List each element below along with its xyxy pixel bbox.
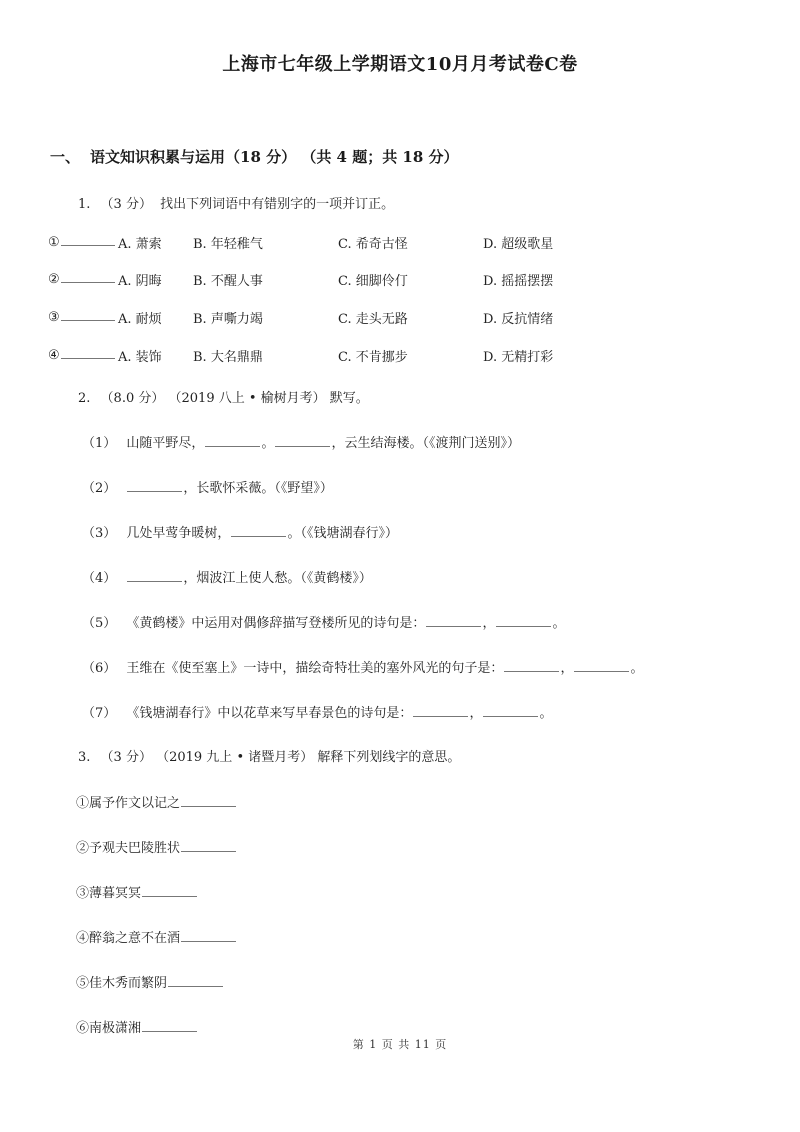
q3-item-2 — [76, 837, 237, 856]
document-title: 上海市七年级上学期语文10月月考试卷C卷 — [222, 54, 578, 75]
question-prompt: 找出下列词语中有错别字的一项并订正。 — [160, 197, 395, 212]
q2-item-4 — [82, 567, 372, 586]
option-a: A. 耐烦 — [118, 312, 162, 327]
item-text: ①属予作文以记之 — [76, 796, 181, 811]
item-text: ②予观夫巴陵胜状 — [76, 841, 181, 856]
answer-blank[interactable] — [61, 346, 115, 359]
answer-blank[interactable] — [61, 270, 115, 283]
option-a: A. 装饰 — [118, 350, 162, 365]
option-a: A. 阴晦 — [118, 274, 162, 289]
q3-item-3 — [76, 882, 198, 901]
item-text: 《钱塘湖春行》中以花草来写早春景色的诗句是： — [126, 706, 413, 721]
question-score: （3 分） — [100, 750, 152, 765]
answer-blank[interactable] — [142, 1019, 197, 1032]
option-d: D. 反抗情绪 — [483, 312, 554, 327]
question-score: （8.0 分） — [100, 391, 165, 406]
option-d: D. 超级歌星 — [483, 237, 554, 252]
q2-item-5 — [82, 612, 565, 631]
option-c: C. 希奇古怪 — [338, 237, 408, 252]
item-text: ， — [482, 616, 496, 631]
option-b: B. 不醒人事 — [193, 274, 263, 289]
question-1-header — [78, 193, 394, 212]
q3-item-5 — [76, 972, 224, 991]
answer-blank[interactable] — [127, 479, 182, 492]
option-b: B. 声嘶力竭 — [193, 312, 263, 327]
answer-blank[interactable] — [574, 659, 629, 672]
q1-row-4 — [48, 346, 748, 366]
question-prompt: 解释下列划线字的意思。 — [317, 750, 461, 765]
page-footer: 第 1 页 共 11 页 — [352, 1038, 448, 1051]
answer-blank[interactable] — [142, 884, 197, 897]
item-label: （5） — [82, 616, 117, 631]
item-text: ⑤佳木秀而繁阴 — [76, 976, 168, 991]
item-text: 。 — [261, 436, 275, 451]
item-text: 《黄鹤楼》中运用对偶修辞描写登楼所见的诗句是： — [126, 616, 426, 631]
item-text: ③薄暮冥冥 — [76, 886, 142, 901]
option-a: A. 萧索 — [118, 237, 162, 252]
q3-item-6 — [76, 1017, 198, 1036]
answer-blank[interactable] — [496, 614, 551, 627]
answer-blank[interactable] — [168, 974, 223, 987]
question-number: 3. — [78, 750, 91, 765]
item-text: ，长歌怀采薇。（《野望》） — [183, 481, 333, 496]
q2-item-7 — [82, 702, 552, 721]
item-text: 。 — [552, 616, 566, 631]
answer-blank[interactable] — [181, 929, 236, 942]
item-label: （6） — [82, 661, 117, 676]
answer-blank[interactable] — [275, 434, 330, 447]
question-source: （2019 九上 • 诸暨月考） — [156, 750, 314, 765]
option-c: C. 走头无路 — [338, 312, 408, 327]
option-c: C. 细脚伶仃 — [338, 274, 408, 289]
section-number: 一、 — [50, 148, 81, 166]
item-text: 。 — [630, 661, 644, 676]
item-text: ，云生结海楼。（《渡荆门送别》） — [331, 436, 520, 451]
q3-item-4 — [76, 927, 237, 946]
item-label: （7） — [82, 706, 117, 721]
question-number: 2. — [78, 391, 91, 406]
question-3-header — [78, 746, 460, 765]
q3-item-1 — [76, 792, 237, 811]
item-text: 。（《钱塘湖春行》） — [287, 526, 398, 541]
answer-blank[interactable] — [504, 659, 559, 672]
row-marker: ② — [48, 272, 60, 287]
answer-blank[interactable] — [231, 524, 286, 537]
question-score: （3 分） — [100, 197, 152, 212]
option-b: B. 大名鼎鼎 — [193, 350, 263, 365]
q2-item-2 — [82, 477, 333, 496]
question-2-header — [78, 387, 369, 406]
answer-blank[interactable] — [483, 704, 538, 717]
row-marker: ① — [48, 235, 60, 250]
item-label: （3） — [82, 526, 117, 541]
option-d: D. 无精打彩 — [483, 350, 554, 365]
answer-blank[interactable] — [181, 839, 236, 852]
option-d: D. 摇摇摆摆 — [483, 274, 554, 289]
q2-item-6 — [82, 657, 643, 676]
item-label: （2） — [82, 481, 117, 496]
answer-blank[interactable] — [127, 569, 182, 582]
question-number: 1. — [78, 197, 91, 212]
item-text: ， — [469, 706, 483, 721]
answer-blank[interactable] — [181, 794, 236, 807]
answer-blank[interactable] — [61, 233, 115, 246]
q2-item-3 — [82, 522, 398, 541]
item-text: ④醉翁之意不在酒 — [76, 931, 181, 946]
answer-blank[interactable] — [205, 434, 260, 447]
section-header — [50, 146, 459, 167]
item-text: 。 — [539, 706, 553, 721]
section-heading: 语文知识积累与运用（18 分） （共 4 题；共 18 分） — [90, 148, 459, 166]
option-c: C. 不肯挪步 — [338, 350, 408, 365]
item-text: ，烟波江上使人愁。（《黄鹤楼》） — [183, 571, 372, 586]
q1-row-1 — [48, 233, 748, 253]
question-source: （2019 八上 • 榆树月考） — [168, 391, 326, 406]
question-prompt: 默写。 — [329, 391, 369, 406]
row-marker: ③ — [48, 310, 60, 325]
answer-blank[interactable] — [413, 704, 468, 717]
option-b: B. 年轻稚气 — [193, 237, 263, 252]
row-marker: ④ — [48, 348, 60, 363]
item-label: （1） — [82, 436, 117, 451]
item-text: 山随平野尽， — [126, 436, 205, 451]
answer-blank[interactable] — [426, 614, 481, 627]
q2-item-1 — [82, 432, 520, 451]
item-label: （4） — [82, 571, 117, 586]
item-text: 王维在《使至塞上》一诗中，描绘奇特壮美的塞外风光的句子是： — [126, 661, 504, 676]
q1-row-2 — [48, 270, 748, 290]
answer-blank[interactable] — [61, 308, 115, 321]
q1-row-3 — [48, 308, 748, 328]
item-text: ⑥南极潇湘 — [76, 1021, 142, 1036]
item-text: 几处早莺争暖树， — [126, 526, 231, 541]
item-text: ， — [560, 661, 574, 676]
